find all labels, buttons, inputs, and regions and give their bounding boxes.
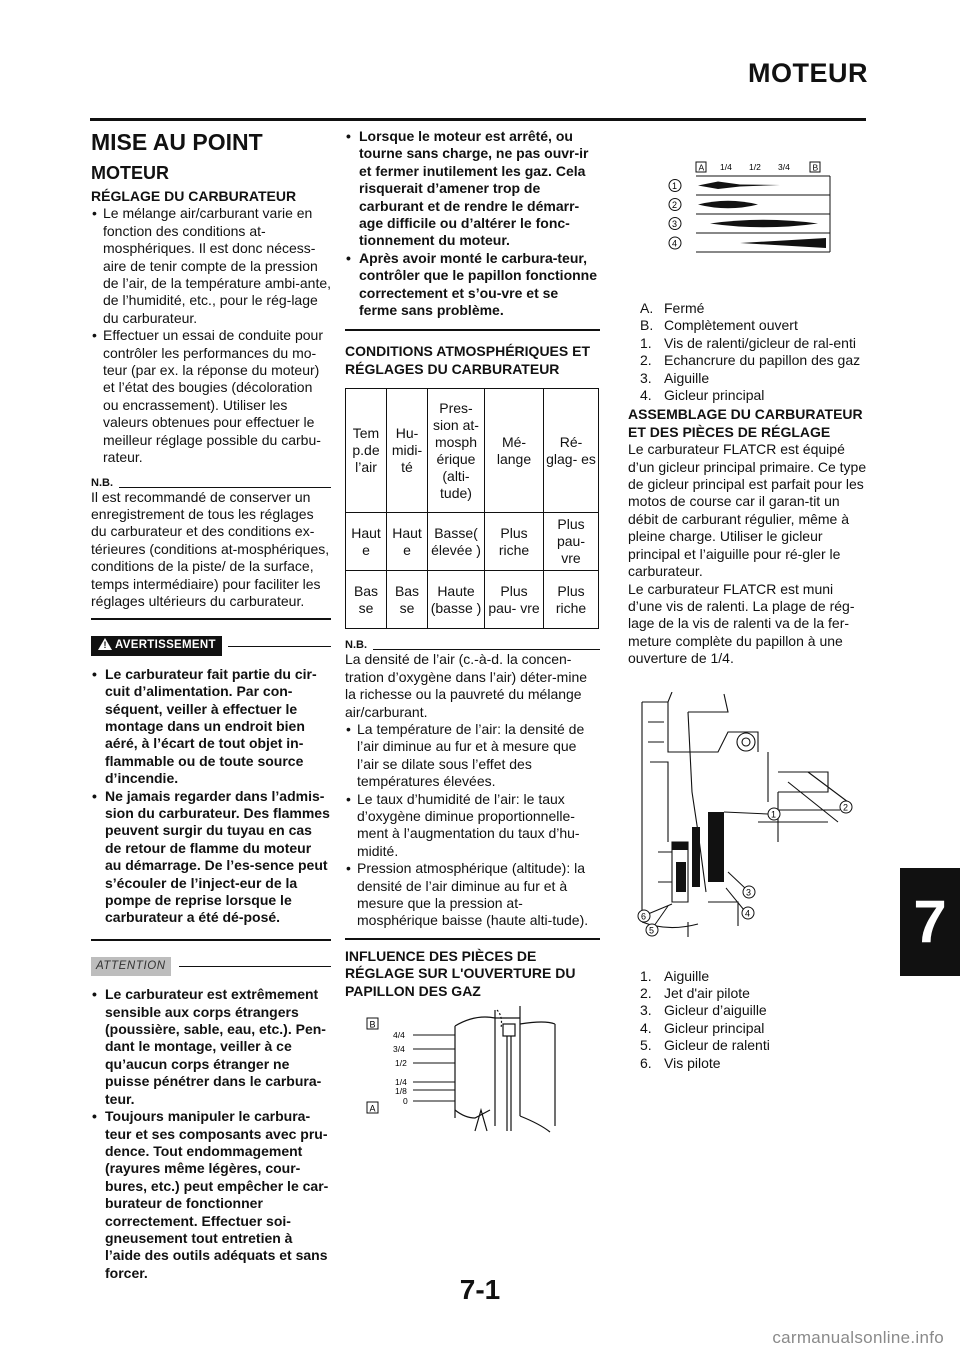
table-cell: Haut e [346, 513, 387, 571]
opening-mark: 1/4 [395, 1077, 407, 1087]
attention-bullets [91, 986, 331, 1282]
nb-header [91, 475, 331, 489]
opening-mark: 3/4 [393, 1044, 405, 1054]
table-cell: Haute (basse ) [428, 571, 485, 629]
page-header-title: MOTEUR [748, 58, 868, 88]
list-item: 2. Jet d'air pilote [640, 984, 750, 1001]
heading-influence: INFLUENCE DES PIÈCES DE RÉGLAGE SUR L'OUVERTURE DU PAPILLON DES GAZ [345, 947, 576, 999]
warning-badge [91, 636, 222, 655]
list-item: • Ne jamais regarder dans l’admis-sion du carburateur. Des flammes peuvent surgir du tuyau en cas de retour de flamme du moteur au démarrage. De l’es-sence peut s’écouler de l’inject-eur de la pompe de reprise lorsque le carburateur a été dé-posé. [91, 788, 331, 927]
table-header-cell: Ré- glag- es [544, 389, 599, 513]
divider [91, 618, 331, 620]
table-header-row [346, 389, 599, 513]
list-item: 4. Gicleur principal [640, 1019, 765, 1036]
opening-mark: 1/8 [395, 1086, 407, 1096]
table-header-cell: Tem p.de l’air [346, 389, 387, 513]
list-item: • Toujours manipuler le carbura-teur et ses composants avec pru-dence. Tout endommagement (rayures même légères, cour-bures, etc.) peut empêcher le car-burateur de fonctionner correctement. Effectuer soi-gneusement tout entretien à l’aide des outils adéquats et sans forcer. [91, 1108, 331, 1282]
conditions-table [345, 388, 599, 629]
table-cell: Haut e [387, 513, 428, 571]
nb-header [345, 637, 600, 651]
list-item: 1. Aiguille [640, 967, 710, 984]
warning-header [91, 636, 331, 655]
list-item: • Après avoir monté le carbura-teur, contrôler que le papillon fonctionne correctement et s’ou-vre et se ferme sans problème. [345, 250, 600, 320]
table-row [346, 513, 599, 571]
table-cell: Plus pau- vre [485, 571, 544, 629]
attention-badge: ATTENTION [91, 957, 171, 976]
divider [119, 487, 331, 488]
carburetor-section-drawing [455, 1006, 555, 1132]
list-item: B. Complètement ouvert [640, 317, 798, 334]
assembly-text-2: Le carburateur FLATCR est muni d’une vis de ralenti. La plage de rég-lage de la vis de ralenti va de la fer-meture complète du papillon à une ouverture de 1/4. [628, 580, 855, 667]
intro-bullets [91, 205, 331, 466]
opening-mark: 0 [403, 1096, 408, 1106]
tick-label: 1/4 [720, 162, 732, 172]
list-item: • Le mélange air/carburant varie en fonction des conditions at-mosphériques. Il est donc nécess-aire de tenir compte de la pression de l’air, de la température ambi-ante, de l’humidité, etc., pour le rég-lage du carburateur. [91, 205, 331, 327]
figure-2-legend [640, 968, 870, 1072]
assembly-text: Le carburateur FLATCR est équipé d’un gicleur principal primaire. Ce type de gicleur principal est parfait pour les motos de course car il garan-tit un débit de carburant régulier, même à pleine charge. Utiliser le gicleur principal et l’aiguille pour ré-gler le carburateur. [628, 441, 867, 580]
list-item: 3. Aiguille [640, 369, 710, 386]
carburetor-jet-detail [672, 812, 724, 892]
list-item: 2. Echancrure du papillon des gaz [640, 352, 861, 369]
attention-header [91, 957, 331, 976]
divider [228, 646, 331, 647]
table-header-cell: Pres- sion at- mosph érique (alti- tude) [428, 389, 485, 513]
list-item: A. Fermé [640, 300, 705, 316]
callout-label: 6 [641, 911, 647, 922]
table-row [346, 571, 599, 629]
nb-text: La densité de l’air (c.-à-d. la concen-tration d’oxygène dans l’air) déter-mine la richesse ou la pauvreté du mélange air/carburant. [345, 651, 588, 720]
list-item: • La température de l’air: la densité de l’air diminue au fur et à mesure que l’air se dilate sous l’effet des températures élevées. [345, 721, 600, 791]
opening-mark: 4/4 [393, 1030, 405, 1040]
list-item: • Le carburateur fait partie du cir-cuit d’alimentation. Par con-séquent, veiller à effectuer le montage dans un endroit bien aéré, à l’écart de tout objet in-flammable ou de toute source d’incendie. [91, 666, 331, 788]
throttle-opening-diagram [345, 1006, 595, 1136]
callout-label: 4 [672, 238, 678, 249]
warning-label: AVERTISSEMENT [115, 639, 216, 652]
figure-label-b: B [369, 1019, 376, 1030]
jet-range-bars [698, 182, 826, 249]
list-item: 5. Gicleur de ralenti [640, 1037, 770, 1054]
callout-label: 5 [649, 925, 655, 936]
table-header-cell: Mé- lange [485, 389, 544, 513]
callout-label: 1 [672, 181, 678, 191]
subsection-title: MOTEUR [91, 163, 169, 183]
list-item: • Lorsque le moteur est arrêté, ou tourne sans charge, ne pas ouvr-ir et fermer inutilement les gaz. Cela risquerait d’amener trop de carburant et de rendre le démarr-age difficile ou d’altérer le fonc-tionnement du moteur. [345, 128, 600, 250]
table-cell: Plus pau- vre [544, 513, 599, 571]
jet-range-diagram [668, 156, 868, 284]
row-callouts [669, 180, 681, 250]
figure-1-legend [640, 300, 870, 404]
table-cell: Bas se [387, 571, 428, 629]
column-3 [628, 128, 870, 1072]
divider [91, 939, 331, 941]
table-cell: Plus riche [485, 513, 544, 571]
divider [345, 329, 600, 331]
list-item: • Le carburateur est extrêmement sensible aux corps étrangers (poussière, sable, eau, etc.). Pen-dant le montage, veiller à ce qu’aucun corps étranger ne puisse pénétrer dans le carbura-teur. [91, 986, 331, 1108]
callout-label: 2 [843, 802, 849, 813]
column-2 [345, 128, 600, 1136]
list-item: 4. Gicleur principal [640, 387, 765, 404]
list-item: 3. Gicleur d’aiguille [640, 1002, 767, 1019]
tick-label: 3/4 [778, 162, 790, 172]
list-item: • Le taux d’humidité de l’air: le taux d’oxygène diminue proportionnelle-ment à l’augmentation du taux d’hu-midité. [345, 791, 600, 861]
callout-label: 3 [746, 887, 752, 898]
list-item: • Effectuer un essai de conduite pour contrôler les performances du mo-teur (par ex. la réponse du moteur) et l’état des bougies (décoloration ou encrassement). Utiliser les valeurs obtenues pour effectuer le meilleur réglage possible du carbu-rateur. [91, 327, 331, 466]
figure-label-b: B [812, 162, 819, 173]
opening-leader-lines [413, 1035, 455, 1101]
carburetor-assembly-drawing [628, 692, 868, 942]
attention-bullets-continued [345, 128, 600, 319]
nb-label: N.B. [91, 476, 113, 489]
carburetor-body-outline [642, 692, 848, 937]
header-rule [90, 118, 866, 121]
warning-triangle-icon: ! [98, 638, 112, 650]
callout-label: 4 [745, 908, 751, 919]
callout-label: 2 [672, 200, 678, 210]
table-cell: Plus riche [544, 571, 599, 629]
column-1 [91, 128, 331, 1282]
opening-mark: 1/2 [395, 1058, 407, 1068]
section-title: MISE AU POINT [91, 129, 263, 155]
list-item: 1. Vis de ralenti/gicleur de ral-enti [640, 334, 856, 351]
list-item: • Pression atmosphérique (altitude): la densité de l’air diminue au fur et à mesure que la pression at-mosphérique baisse (haute alti-tude). [345, 860, 600, 930]
figure-label-a: A [369, 1103, 376, 1114]
nb-label: N.B. [345, 639, 367, 652]
callout-label: 3 [672, 219, 678, 229]
warning-bullets [91, 666, 331, 927]
table-header-cell: Hu- midi- té [387, 389, 428, 513]
page-number: 7-1 [459, 1274, 501, 1305]
nb-text: Il est recommandé de conserver un enregistrement de tous les réglages du carburateur et des conditions ex-térieures (conditions at-mosphériques, conditions de la piste/ de la surface, temps intermédiaire) pour faciliter les réglages ultérieurs du carburateur. [91, 488, 330, 609]
table-cell: Basse( élevée ) [428, 513, 485, 571]
chapter-tab: 7 [900, 868, 960, 976]
divider [373, 649, 600, 650]
figure-label-a: A [698, 162, 705, 173]
watermark: carmanualsonline.info [772, 1328, 944, 1347]
table-cell: Bas se [346, 571, 387, 629]
nb-bullets [345, 721, 600, 930]
heading-conditions: CONDITIONS ATMOSPHÉRIQUES ET RÉGLAGES DU CARBURATEUR [345, 343, 591, 377]
heading-carburetor-adjustment: RÉGLAGE DU CARBURATEUR [91, 188, 297, 204]
callout-label: 1 [771, 809, 777, 820]
list-item: 6. Vis pilote [640, 1054, 721, 1071]
divider [179, 966, 331, 967]
callouts [638, 801, 852, 936]
divider [345, 938, 600, 940]
tick-label: 1/2 [749, 162, 761, 172]
heading-assembly: ASSEMBLAGE DU CARBURATEUR ET DES PIÈCES DE RÉGLAGE [628, 406, 863, 440]
